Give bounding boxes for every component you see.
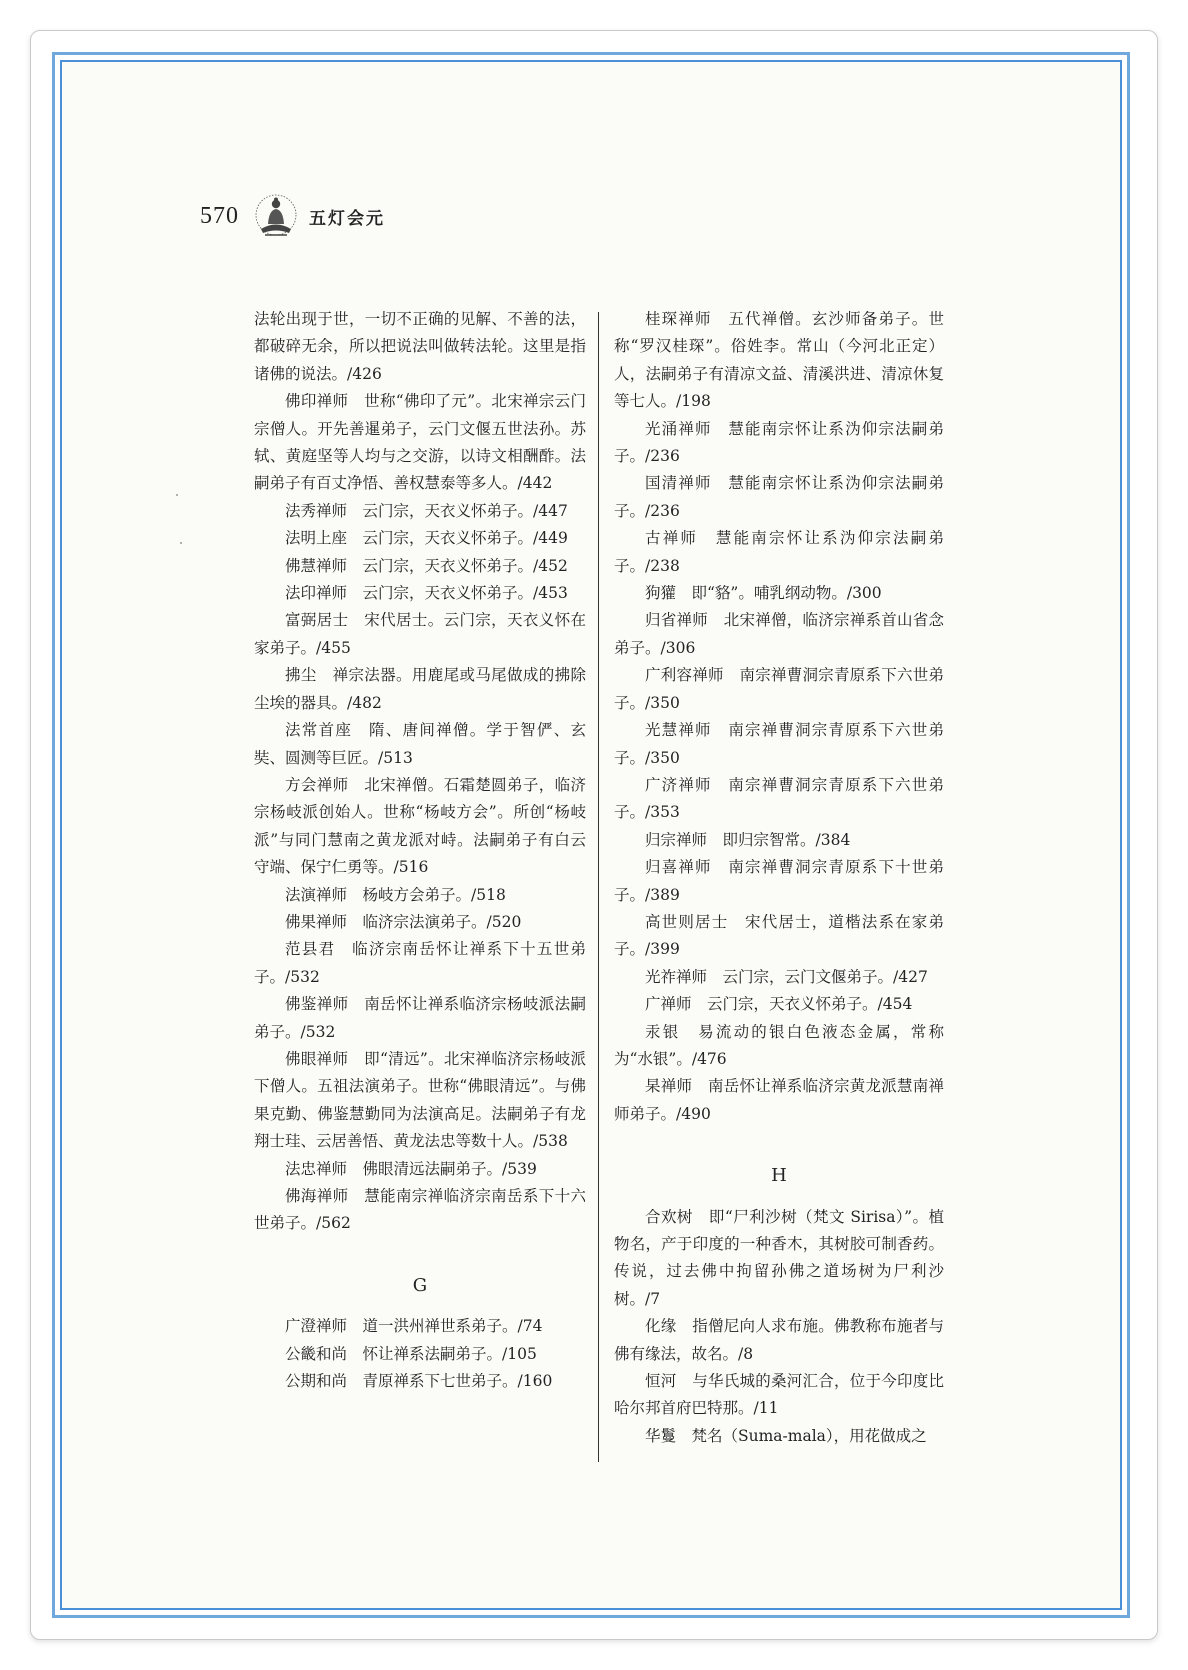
glossary-entry: 法秀禅师 云门宗，天衣义怀弟子。/447 — [285, 501, 568, 520]
glossary-entry: 光慧禅师 南宗禅曹洞宗青原系下六世弟子。/350 — [614, 721, 944, 767]
section-heading: H — [771, 1165, 787, 1187]
glossary-entry: 公畿和尚 怀让禅系法嗣弟子。/105 — [285, 1344, 537, 1363]
glossary-entry: 恒河 与华氏城的桑河汇合，位于今印度比哈尔邦首府巴特那。/11 — [614, 1372, 944, 1418]
glossary-entry: 高世则居士 宋代居士，道楷法系在家弟子。/399 — [614, 912, 944, 959]
glossary-entry: 国清禅师 慧能南宗怀让系沩仰宗法嗣弟子。/236 — [614, 474, 944, 520]
glossary-entry: 杲禅师 南岳怀让禅系临济宗黄龙派慧南禅师弟子。/490 — [614, 1077, 944, 1123]
page-header — [200, 196, 385, 236]
scan-speck — [180, 542, 182, 544]
glossary-entry: 广济禅师 南宗禅曹洞宗青原系下六世弟子。/353 — [614, 775, 944, 822]
glossary-entry: 广澄禅师 道一洪州禅世系弟子。/74 — [285, 1317, 543, 1336]
glossary-entry: 佛鉴禅师 南岳怀让禅系临济宗杨岐派法嗣弟子。/532 — [254, 995, 586, 1041]
continued-paragraph: 法轮出现于世，一切不正确的见解、不善的法，都破碎无余，所以把说法叫做转法轮。这里是指诸佛的说法。/426 — [254, 310, 586, 383]
scan-speck — [176, 494, 178, 496]
glossary-entry: 范县君 临济宗南岳怀让禅系下十五世弟子。/532 — [254, 940, 586, 986]
glossary-entry: 佛慧禅师 云门宗，天衣义怀弟子。/452 — [285, 556, 568, 575]
section-heading: G — [412, 1274, 428, 1296]
glossary-entry: 桂琛禅师 五代禅僧。玄沙师备弟子。世称“罗汉桂琛”。俗姓李。常山（今河北正定）人，法嗣弟子有清凉文益、清溪洪进、清凉休复等七人。/198 — [614, 310, 944, 411]
glossary-entry: 方会禅师 北宋禅僧。石霜楚圆弟子，临济宗杨岐派创始人。世称“杨岐方会”。所创“杨岐派”与同门慧南之黄龙派对峙。法嗣弟子有白云守端、保宁仁勇等。/516 — [254, 775, 586, 877]
glossary-entry: 合欢树 即“尸利沙树（梵文 Sirisa）”。植物名，产于印度的一种香木，其树胶可制香药。传说，过去佛中拘留孙佛之道场树为尸利沙树。/7 — [614, 1207, 944, 1308]
glossary-entry: 佛眼禅师 即“清远”。北宋禅临济宗杨岐派下僧人。五祖法演弟子。世称“佛眼清远”。与佛果克勤、佛鉴慧勤同为法演高足。法嗣弟子有龙翔士珪、云居善悟、黄龙法忠等数十人。/538 — [254, 1049, 586, 1151]
glossary-entry: 古禅师 慧能南宗怀让系沩仰宗法嗣弟子。/238 — [614, 529, 944, 575]
glossary-entry: 华鬘 梵名（Suma-mala），用花做成之 — [645, 1426, 927, 1445]
page-frame — [60, 60, 1122, 1610]
glossary-entry: 化缘 指僧尼向人求布施。佛教称布施者与佛有缘法，故名。/8 — [614, 1317, 944, 1363]
glossary-entry: 归宗禅师 即归宗智常。/384 — [645, 830, 851, 849]
glossary-entry: 光祚禅师 云门宗，云门文偃弟子。/427 — [645, 967, 928, 986]
right-column — [614, 306, 944, 1450]
glossary-entry: 公期和尚 青原禅系下七世弟子。/160 — [285, 1372, 553, 1391]
glossary-entry: 富弼居士 宋代居士。云门宗，天衣义怀在家弟子。/455 — [254, 611, 586, 657]
glossary-entry: 归喜禅师 南宗禅曹洞宗青原系下十世弟子。/389 — [614, 858, 944, 904]
glossary-entry: 法明上座 云门宗，天衣义怀弟子。/449 — [285, 529, 568, 548]
book-title: 五灯会元 — [309, 208, 385, 229]
glossary-entry: 汞银 易流动的银白色液态金属，常称为“水银”。/476 — [614, 1022, 944, 1068]
glossary-entry: 广利容禅师 南宗禅曹洞宗青原系下六世弟子。/350 — [614, 666, 944, 712]
glossary-entry: 法常首座 隋、唐间禅僧。学于智俨、玄奘、圆测等巨匠。/513 — [254, 721, 586, 767]
column-divider — [598, 312, 599, 1462]
glossary-entry: 佛海禅师 慧能南宗禅临济宗南岳系下十六世弟子。/562 — [254, 1187, 586, 1233]
seated-buddha-icon — [253, 193, 299, 239]
glossary-entry: 佛果禅师 临济宗法演弟子。/520 — [285, 912, 522, 931]
page-number: 570 — [200, 202, 239, 229]
glossary-entry: 法演禅师 杨岐方会弟子。/518 — [285, 885, 506, 904]
left-column — [254, 306, 586, 1395]
glossary-entry: 归省禅师 北宋禅僧，临济宗禅系首山省念弟子。/306 — [614, 611, 944, 657]
glossary-entry: 光涌禅师 慧能南宗怀让系沩仰宗法嗣弟子。/236 — [614, 419, 944, 466]
glossary-entry: 广禅师 云门宗，天衣义怀弟子。/454 — [645, 995, 913, 1014]
glossary-entry: 法忠禅师 佛眼清远法嗣弟子。/539 — [285, 1159, 537, 1178]
glossary-entry: 法印禅师 云门宗，天衣义怀弟子。/453 — [285, 584, 568, 603]
glossary-entry: 狗獾 即“貉”。哺乳纲动物。/300 — [645, 584, 882, 603]
glossary-entry: 拂尘 禅宗法器。用鹿尾或马尾做成的拂除尘埃的器具。/482 — [254, 666, 586, 712]
glossary-entry: 佛印禅师 世称“佛印了元”。北宋禅宗云门宗僧人。开先善暹弟子，云门文偃五世法孙。苏轼、黄庭坚等人均与之交游，以诗文相酬酢。法嗣弟子有百丈净悟、善权慧泰等多人。/442 — [254, 392, 586, 493]
